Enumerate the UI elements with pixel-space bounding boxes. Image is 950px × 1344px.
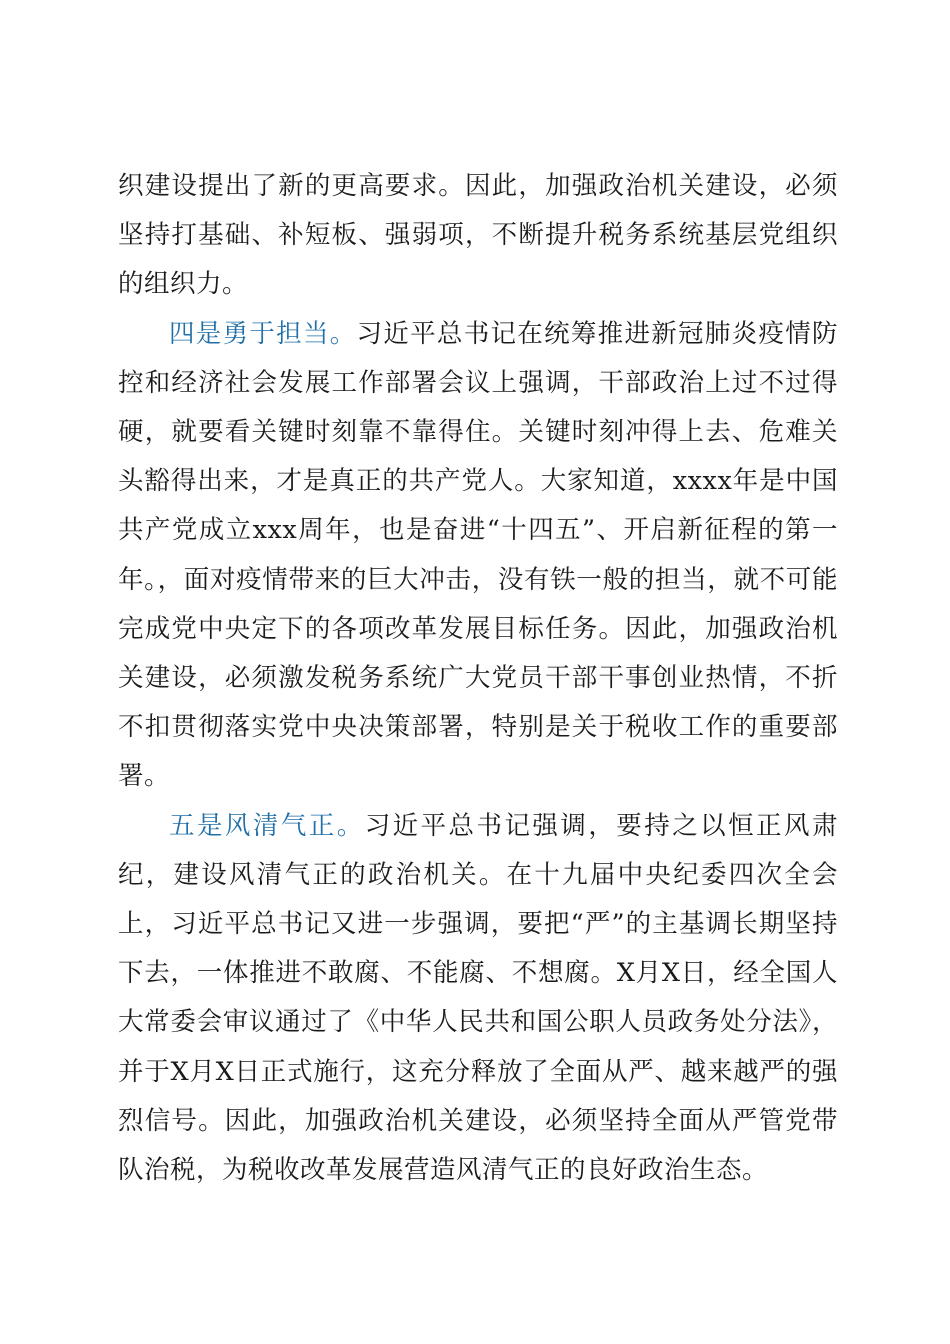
- paragraph-continuation: [118, 162, 838, 310]
- document-body: [118, 162, 838, 1195]
- paragraph-courage: [118, 310, 838, 802]
- paragraph-integrity: [118, 802, 838, 1196]
- paragraph-lead-heading: 五是风清气正。: [169, 810, 365, 841]
- paragraph-body: 习近平总书记强调，要持之以恒正风肃纪，建设风清气正的政治机关。在十九届中央纪委四次全会上，习近平总书记又进一步强调，要把“严”的主基调长期坚持下去，一体推进不敢腐、不能腐、不想腐。X月X日，经全国人大常委会审议通过了《中华人民共和国公职人员政务处分法》，并于X月X日正式施行，这充分释放了全面从严、越来越严的强烈信号。因此，加强政治机关建设，必须坚持全面从严管党带队治税，为税收改革发展营造风清气正的良好政治生态。: [118, 810, 838, 1186]
- paragraph-body: 织建设提出了新的更高要求。因此，加强政治机关建设，必须坚持打基础、补短板、强弱项，不断提升税务系统基层党组织的组织力。: [118, 171, 838, 300]
- paragraph-lead-heading: 四是勇于担当。: [169, 318, 357, 349]
- paragraph-body: 习近平总书记在统筹推进新冠肺炎疫情防控和经济社会发展工作部署会议上强调，干部政治上过不过得硬，就要看关键时刻靠不靠得住。关键时刻冲得上去、危难关头豁得出来，才是真正的共产党人。大家知道，xxxx年是中国共产党成立xxx周年，也是奋进“十四五”、开启新征程的第一年。，面对疫情带来的巨大冲击，没有铁一般的担当，就不可能完成党中央定下的各项改革发展目标任务。因此，加强政治机关建设，必须激发税务系统广大党员干部干事创业热情，不折不扣贯彻落实党中央决策部署，特别是关于税收工作的重要部署。: [118, 318, 838, 792]
